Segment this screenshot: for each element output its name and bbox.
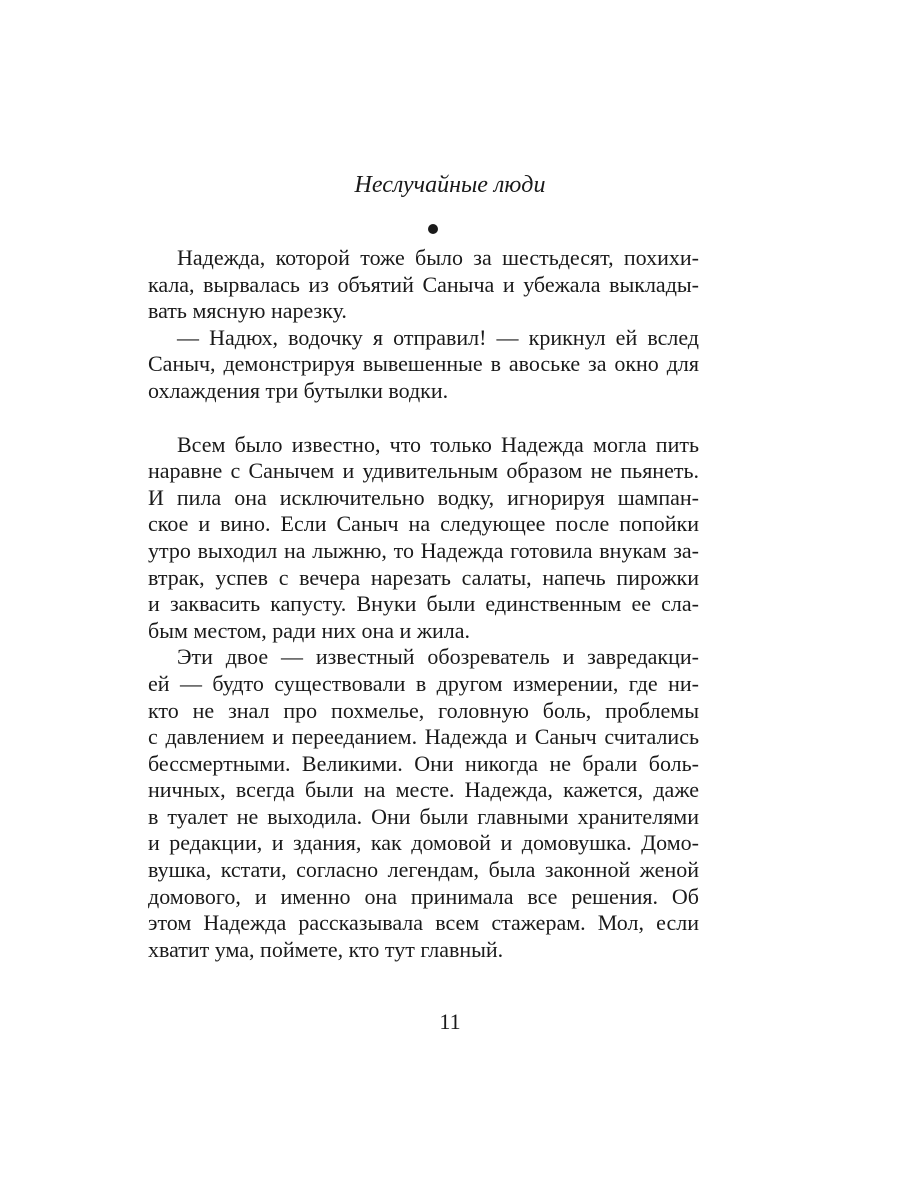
bullet-ornament — [428, 224, 438, 234]
text-line: утро выходил на лыжню, то Надежда готовила внукам за- — [148, 537, 699, 563]
text-line: втрак, успев с вечера нарезать салаты, напечь пирожки — [148, 564, 699, 590]
section-break — [148, 405, 699, 432]
text-line: и редакции, и здания, как домовой и домовушка. Домо- — [148, 830, 699, 856]
text-line: ничных, всегда были на месте. Надежда, кажется, даже — [148, 777, 699, 803]
text-line: ей — будто существовали в другом измерении, где ни- — [148, 670, 699, 696]
text-line: вать мясную нарезку. — [148, 298, 347, 324]
page-number: 11 — [439, 1009, 461, 1034]
text-line: ское и вино. Если Саныч на следующее после попойки — [148, 511, 699, 537]
text-line: Всем было известно, что только Надежда могла пить — [177, 431, 699, 457]
text-line: домового, и именно она принимала все решения. Об — [148, 883, 699, 909]
text-line: Саныч, демонстрируя вывешенные в авоське за окно для — [148, 351, 699, 377]
text-line: наравне с Санычем и удивительным образом не пьянеть. — [148, 458, 699, 484]
running-head-title: Неслучайные люди — [354, 172, 546, 198]
body-text — [148, 245, 699, 963]
text-line: бым местом, ради них она и жила. — [148, 617, 471, 643]
text-line: этом Надежда рассказывала всем стажерам. Мол, если — [148, 910, 699, 936]
text-line: охлаждения три бутылки водки. — [148, 377, 449, 403]
text-line: хватит ума, поймете, кто тут главный. — [148, 936, 504, 962]
text-line: кала, вырвалась из объятий Саныча и убежала выклады- — [148, 271, 699, 297]
text-line: бессмертными. Великими. Они никогда не брали боль- — [148, 750, 699, 776]
text-line: с давлением и перееданием. Надежда и Саныч считались — [148, 724, 699, 750]
text-line: И пила она исключительно водку, игнорируя шампан- — [148, 484, 699, 510]
text-line: и заквасить капусту. Внуки были единственным ее сла- — [148, 591, 699, 617]
text-line: вушка, кстати, согласно легендам, была законной женой — [148, 857, 699, 883]
text-line: Надежда, которой тоже было за шестьдесят, похихи- — [177, 245, 699, 270]
text-line: Эти двое — известный обозреватель и завредакци- — [177, 644, 699, 670]
text-line: в туалет не выходила. Они были главными хранителями — [148, 803, 699, 829]
text-line: кто не знал про похмелье, головную боль, проблемы — [148, 697, 699, 723]
text-line: — Надюх, водочку я отправил! — крикнул ей вслед — [177, 324, 699, 350]
